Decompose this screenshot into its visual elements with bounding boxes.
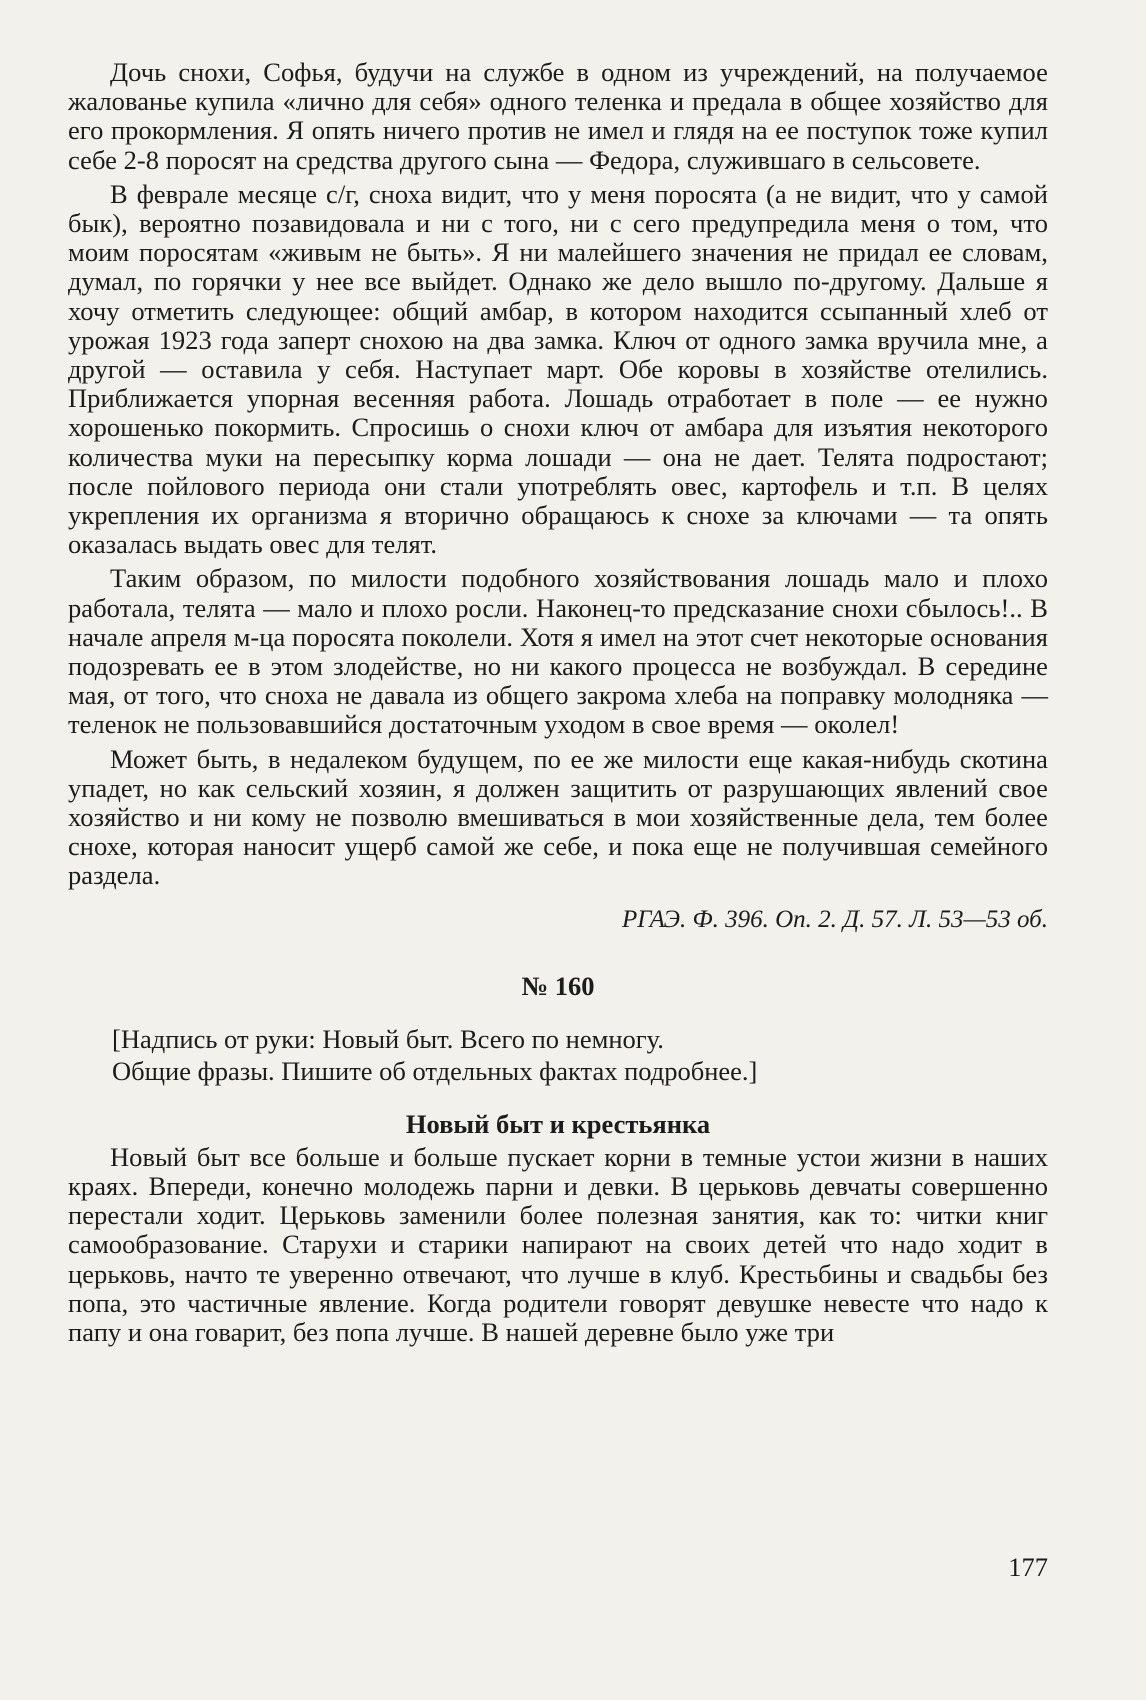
- section-title: Новый быт и крестьянка: [405, 1108, 711, 1139]
- page-number: 177: [1008, 1552, 1048, 1582]
- handwritten-note-line-1: [Надпись от руки: Новый быт. Всего по немногу.: [112, 1023, 664, 1054]
- paragraph-1: Дочь снохи, Софья, будучи на службе в одном из учреждений, на получаемое жалованье купила «лично для себя» одного теленка и предала в общее хозяйство для его прокормления. Я опять ничего против не имел и глядя на ее поступок тоже купил себе 2-8 поросят на средства другого сына — Федора, служившаго в сельсовете.: [68, 57, 1048, 175]
- paragraph-3: Таким образом, по милости подобного хозяйствования лошадь мало и плохо работала, телята — мало и плохо росли. Наконец-то предсказание снохи сбылось!.. В начале апреля м-ца поросята поколели. Хотя я имел на этот счет некоторые основания подозревать ее в этом злодействе, но ни какого процесса не возбуждал. В середине мая, от того, что сноха не давала из общего закрома хлеба на поправку молодняка — теленок не пользовавшийся достаточным уходом в свое время — околел!: [68, 563, 1048, 740]
- paragraph-4: Может быть, в недалеком будущем, по ее же милости еще какая-нибудь скотина упадет, но как сельский хозяин, я должен защитить от разрушающих явлений свое хозяйство и ни кому не позволю вмешиваться в мои хозяйственные дела, тем более снохе, которая наносит ущерб самой же себе, и пока еще не получившая семейного раздела.: [68, 743, 1048, 891]
- handwritten-note: [68, 1023, 1048, 1087]
- handwritten-note-line-2: Общие фразы. Пишите об отдельных фактах подробнее.]: [112, 1055, 758, 1086]
- paragraph-2: В феврале месяце с/г, сноха видит, что у меня поросята (а не видит, что у самой бык), вероятно позавидовала и ни с того, ни с сего предупредила меня о том, что моим поросятам «живым не быть». Я ни малейшего значения не придал ее словам, думал, по горячки у нее все выйдет. Однако же дело вышло по-другому. Дальше я хочу отметить следующее: общий амбар, в котором находится ссыпанный хлеб от урожая 1923 года заперт снохою на два замка. Ключ от одного замка вручила мне, а другой — оставила у себя. Наступает март. Обе коровы в хозяйстве отелились. Приближается упорная весенняя работа. Лошадь отработает в поле — ее нужно хорошенько покормить. Спросишь о снохи ключ от амбара для изъятия некоторого количества муки на пересыпку корма лошади — она не дает. Телята подростают; после пойлового периода они стали употреблять овес, картофель и т.п. В целях укрепления их организма я вторично обращаюсь к снохе за ключами — та опять оказалась выдать овес для телят.: [68, 178, 1048, 560]
- document-number: № 160: [521, 970, 595, 1001]
- text-block: [68, 58, 1048, 1347]
- paragraph-5: Новый быт все больше и больше пускает корни в темные устои жизни в наших краях. Впереди, конечно молодежь парни и девки. В церьковь девчаты совершенно перестали ходит. Церьковь заменили более полезная занятия, как то: читки книг самообразование. Старухи и старики напирают на своих детей что надо ходит в церьковь, начто те уверенно отвечают, что лучше в клуб. Крестьбины и свадьбы без попа, это частичные явление. Когда родители говорят девушке невесте что надо к папу и она говарит, без попа лучше. В нашей деревне было уже три: [68, 1141, 1048, 1347]
- archive-source-citation: РГАЭ. Ф. 396. Оп. 2. Д. 57. Л. 53—53 об.: [622, 905, 1048, 933]
